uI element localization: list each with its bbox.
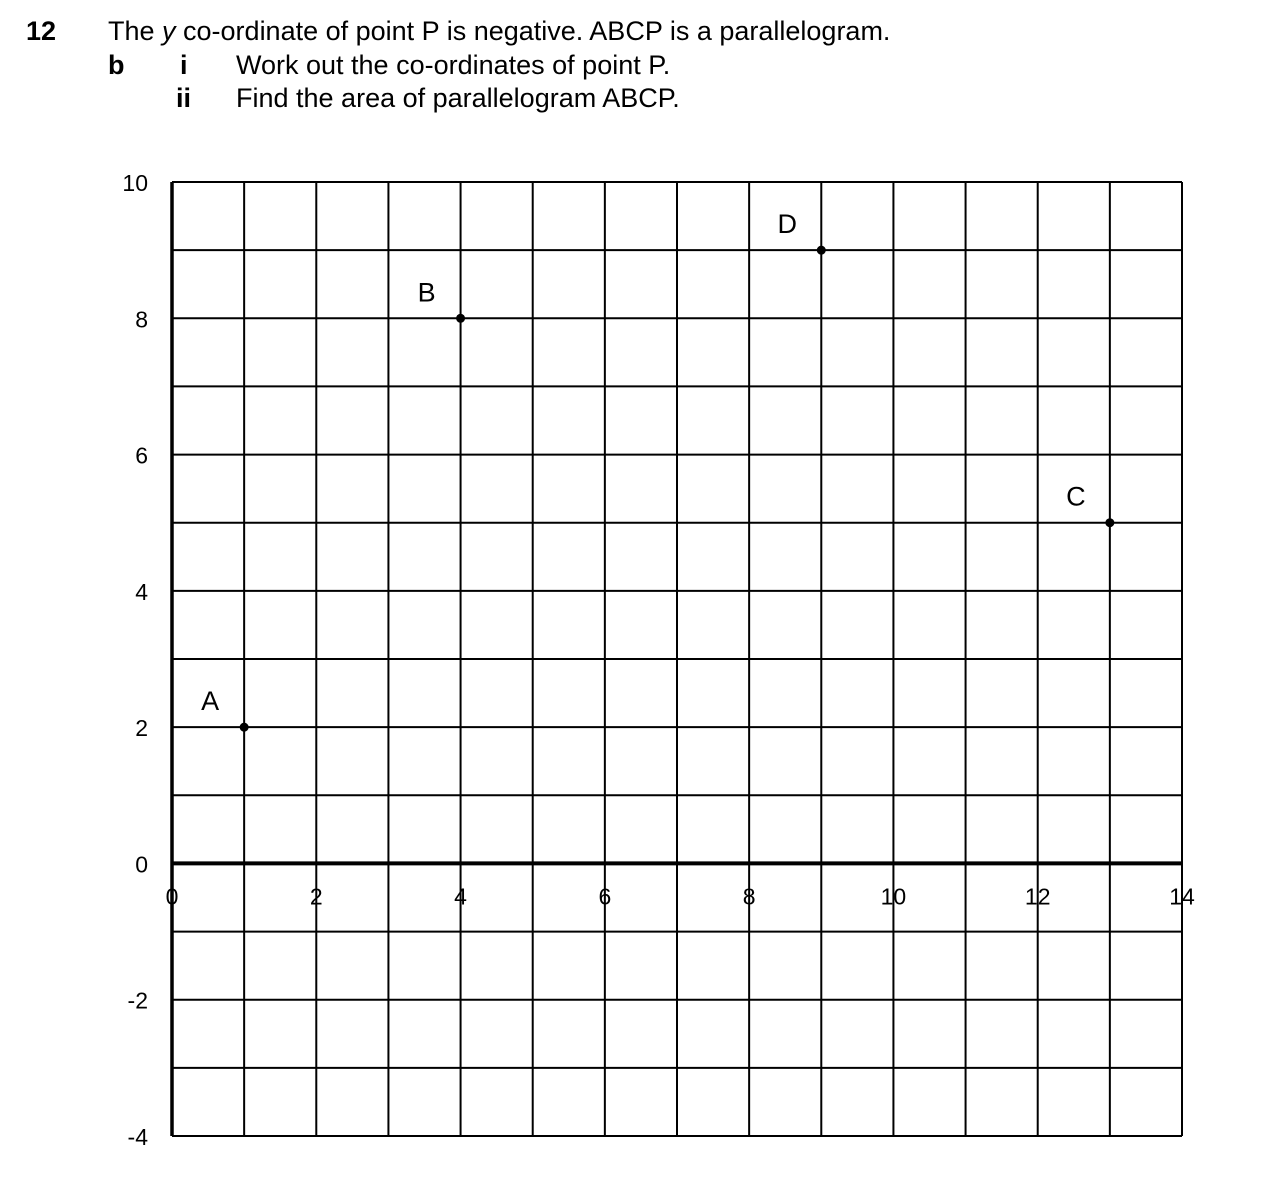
x-tick-label: 12 (1024, 883, 1051, 910)
x-tick-label: 4 (454, 883, 467, 910)
x-tick-label: 2 (309, 883, 323, 910)
part-label-b: b (108, 50, 125, 80)
y-tick-label: 10 (122, 170, 148, 196)
x-tick-label: 0 (165, 883, 179, 910)
y-tick-label: 6 (135, 442, 148, 469)
point-b-marker (456, 314, 465, 323)
y-tick-label: -2 (127, 987, 148, 1014)
point-a-marker (240, 723, 249, 732)
stem-prefix: The (108, 16, 163, 46)
point-d-marker (817, 246, 826, 255)
stem-suffix: co-ordinate of point P is negative. ABCP is a parallelogram. (175, 16, 891, 46)
x-tick-label: 6 (598, 883, 612, 910)
y-tick-label: 0 (135, 851, 148, 878)
x-tick-label: 14 (1169, 883, 1195, 910)
y-tick-label: 2 (135, 715, 148, 742)
subpart-text-ii: Find the area of parallelogram ABCP. (236, 83, 680, 113)
point-d-label: D (777, 209, 798, 240)
stem-variable: y (162, 16, 176, 46)
point-b-label: B (417, 277, 436, 308)
point-c-marker (1105, 518, 1114, 527)
point-a-label: A (201, 686, 220, 717)
x-tick-label: 8 (742, 883, 756, 910)
y-tick-label: 4 (135, 578, 148, 605)
question-number: 12 (26, 16, 57, 46)
y-tick-label: 8 (135, 306, 148, 333)
subpart-label-i: i (180, 50, 188, 80)
x-tick-label: 10 (880, 883, 907, 910)
y-tick-label: -4 (127, 1124, 148, 1150)
subpart-text-i: Work out the co-ordinates of point P. (236, 50, 671, 80)
point-c-label: C (1066, 481, 1086, 512)
subpart-label-ii: ii (176, 83, 192, 113)
